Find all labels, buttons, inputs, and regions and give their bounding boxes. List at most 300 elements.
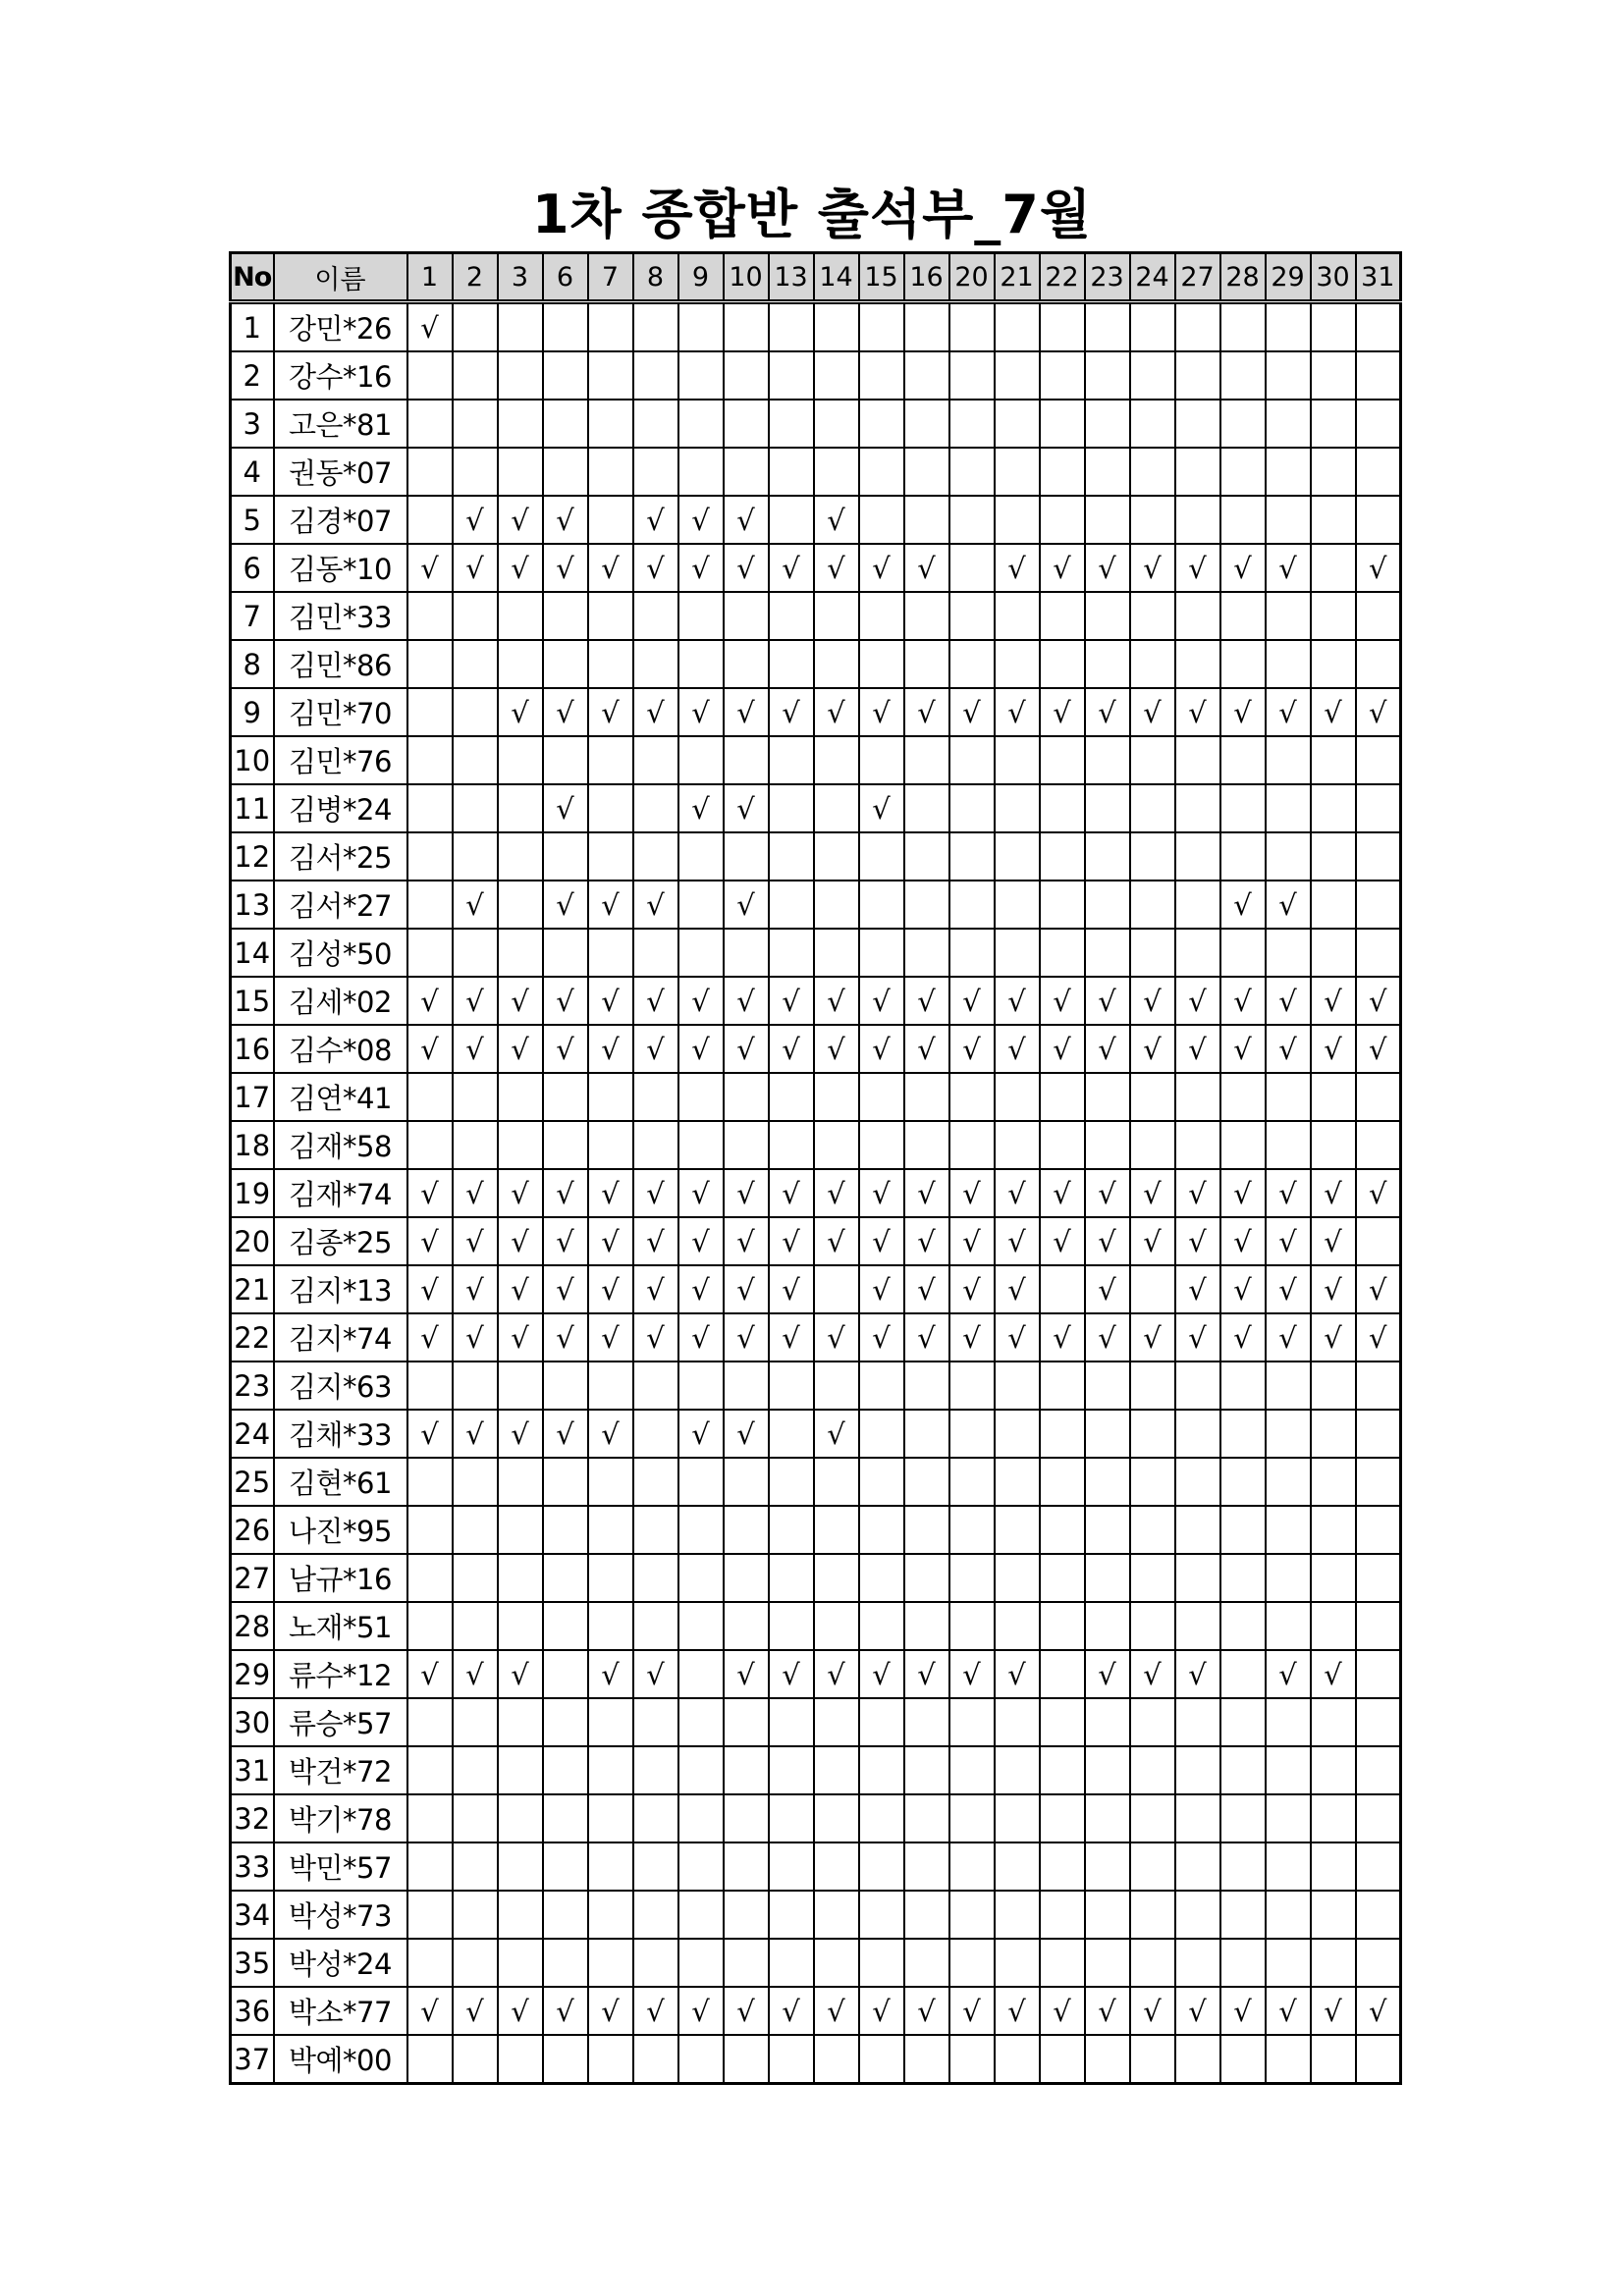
student-name: 김수*08	[274, 1025, 407, 1073]
attendance-cell	[769, 1506, 814, 1554]
attendance-cell	[1040, 929, 1085, 977]
attendance-cell	[588, 1698, 633, 1746]
student-name: 강수*16	[274, 351, 407, 400]
attendance-cell: √	[588, 544, 633, 592]
attendance-cell	[1130, 1265, 1175, 1313]
student-name: 김지*13	[274, 1265, 407, 1313]
attendance-cell	[543, 2035, 588, 2084]
attendance-cell	[453, 688, 498, 736]
attendance-cell	[814, 929, 859, 977]
attendance-cell	[633, 302, 678, 352]
attendance-cell: √	[453, 496, 498, 544]
attendance-cell	[859, 1121, 904, 1169]
attendance-cell	[453, 832, 498, 881]
header-day-16: 16	[904, 253, 949, 302]
attendance-cell	[498, 592, 543, 640]
attendance-cell: √	[1266, 1217, 1311, 1265]
attendance-cell: √	[543, 977, 588, 1025]
attendance-cell	[995, 1362, 1040, 1410]
attendance-cell: √	[769, 1650, 814, 1698]
header-row	[231, 253, 1401, 302]
attendance-cell	[769, 1746, 814, 1794]
attendance-cell	[769, 1458, 814, 1506]
attendance-cell: √	[949, 1025, 995, 1073]
attendance-cell	[1040, 832, 1085, 881]
row-number: 31	[231, 1746, 274, 1794]
attendance-cell	[1175, 1602, 1220, 1650]
attendance-cell	[1220, 1602, 1266, 1650]
attendance-cell	[769, 351, 814, 400]
attendance-cell	[1085, 1939, 1130, 1987]
attendance-cell: √	[724, 1025, 769, 1073]
attendance-cell	[1356, 302, 1401, 352]
header-day-27: 27	[1175, 253, 1220, 302]
attendance-cell	[1356, 448, 1401, 496]
attendance-cell: √	[633, 688, 678, 736]
attendance-cell	[407, 448, 453, 496]
attendance-cell	[904, 1362, 949, 1410]
student-name: 김동*10	[274, 544, 407, 592]
attendance-cell	[407, 1602, 453, 1650]
attendance-cell	[1266, 1794, 1311, 1842]
attendance-cell	[678, 400, 724, 448]
row-number: 18	[231, 1121, 274, 1169]
attendance-cell	[995, 351, 1040, 400]
attendance-cell	[814, 1939, 859, 1987]
attendance-cell	[453, 640, 498, 688]
attendance-cell	[407, 881, 453, 929]
attendance-cell	[1130, 592, 1175, 640]
attendance-cell	[1130, 1891, 1175, 1939]
attendance-cell	[498, 400, 543, 448]
attendance-cell: √	[1175, 1265, 1220, 1313]
attendance-cell	[678, 448, 724, 496]
attendance-cell	[453, 929, 498, 977]
attendance-cell: √	[1085, 1169, 1130, 1217]
table-row	[231, 448, 1401, 496]
attendance-cell	[1311, 640, 1356, 688]
attendance-cell: √	[1356, 1313, 1401, 1362]
attendance-cell	[1311, 400, 1356, 448]
attendance-cell	[949, 1410, 995, 1458]
attendance-cell	[498, 1506, 543, 1554]
attendance-cell: √	[1356, 1025, 1401, 1073]
attendance-cell	[724, 302, 769, 352]
attendance-cell	[1220, 1746, 1266, 1794]
attendance-cell	[1130, 496, 1175, 544]
attendance-cell	[543, 1939, 588, 1987]
attendance-cell	[814, 1602, 859, 1650]
attendance-cell	[678, 1121, 724, 1169]
attendance-cell	[769, 1794, 814, 1842]
attendance-cell	[995, 1410, 1040, 1458]
attendance-cell	[904, 302, 949, 352]
attendance-cell	[1040, 1265, 1085, 1313]
attendance-cell	[543, 400, 588, 448]
attendance-cell	[769, 1073, 814, 1121]
attendance-cell	[1356, 592, 1401, 640]
table-row	[231, 496, 1401, 544]
attendance-cell	[1040, 1891, 1085, 1939]
table-row	[231, 1554, 1401, 1602]
attendance-cell	[543, 1746, 588, 1794]
attendance-cell: √	[588, 1650, 633, 1698]
attendance-cell	[1175, 881, 1220, 929]
attendance-cell: √	[633, 544, 678, 592]
attendance-cell	[588, 1506, 633, 1554]
header-day-24: 24	[1130, 253, 1175, 302]
row-number: 2	[231, 351, 274, 400]
attendance-cell	[633, 1891, 678, 1939]
attendance-cell	[453, 1602, 498, 1650]
attendance-cell	[814, 1121, 859, 1169]
attendance-cell	[543, 592, 588, 640]
attendance-cell	[995, 1891, 1040, 1939]
attendance-cell: √	[995, 1217, 1040, 1265]
attendance-cell	[543, 736, 588, 784]
attendance-cell	[453, 302, 498, 352]
student-name: 류승*57	[274, 1698, 407, 1746]
table-row	[231, 1458, 1401, 1506]
attendance-cell: √	[1311, 977, 1356, 1025]
row-number: 34	[231, 1891, 274, 1939]
attendance-cell	[1085, 929, 1130, 977]
attendance-cell: √	[1266, 1169, 1311, 1217]
row-number: 14	[231, 929, 274, 977]
attendance-cell	[1311, 784, 1356, 832]
attendance-cell: √	[1356, 1169, 1401, 1217]
attendance-cell: √	[633, 1265, 678, 1313]
header-day-22: 22	[1040, 253, 1085, 302]
attendance-cell: √	[498, 688, 543, 736]
attendance-cell: √	[1130, 1987, 1175, 2035]
attendance-cell	[1130, 881, 1175, 929]
attendance-cell	[1266, 1842, 1311, 1891]
attendance-cell	[498, 302, 543, 352]
attendance-cell: √	[453, 881, 498, 929]
attendance-cell	[1220, 1121, 1266, 1169]
attendance-cell	[453, 1891, 498, 1939]
header-no: No	[231, 253, 274, 302]
attendance-cell	[995, 1602, 1040, 1650]
attendance-cell	[633, 1746, 678, 1794]
attendance-cell	[1085, 1794, 1130, 1842]
attendance-cell	[407, 1698, 453, 1746]
attendance-cell	[724, 1458, 769, 1506]
attendance-cell	[995, 1458, 1040, 1506]
attendance-cell	[859, 400, 904, 448]
attendance-cell	[633, 1602, 678, 1650]
attendance-cell: √	[543, 544, 588, 592]
attendance-cell	[949, 1554, 995, 1602]
attendance-cell	[769, 929, 814, 977]
student-name: 박건*72	[274, 1746, 407, 1794]
attendance-cell	[814, 400, 859, 448]
attendance-cell	[453, 351, 498, 400]
attendance-cell	[1266, 496, 1311, 544]
attendance-cell	[859, 1602, 904, 1650]
attendance-cell	[1311, 1554, 1356, 1602]
attendance-cell	[1311, 351, 1356, 400]
attendance-cell	[1266, 1698, 1311, 1746]
attendance-cell	[1085, 400, 1130, 448]
student-name: 김지*74	[274, 1313, 407, 1362]
attendance-cell	[1356, 1746, 1401, 1794]
attendance-cell	[1220, 1362, 1266, 1410]
attendance-cell	[904, 1554, 949, 1602]
attendance-cell	[1311, 1121, 1356, 1169]
attendance-cell	[769, 1362, 814, 1410]
attendance-cell: √	[1130, 1313, 1175, 1362]
attendance-cell	[1356, 1506, 1401, 1554]
header-day-28: 28	[1220, 253, 1266, 302]
attendance-cell: √	[724, 1650, 769, 1698]
attendance-cell	[724, 1554, 769, 1602]
student-name: 남규*16	[274, 1554, 407, 1602]
row-number: 30	[231, 1698, 274, 1746]
attendance-cell: √	[633, 1025, 678, 1073]
attendance-cell	[1266, 929, 1311, 977]
attendance-cell	[1266, 1458, 1311, 1506]
attendance-cell	[1130, 784, 1175, 832]
attendance-cell: √	[1311, 688, 1356, 736]
attendance-cell: √	[407, 1410, 453, 1458]
attendance-cell: √	[453, 1169, 498, 1217]
attendance-cell	[633, 1458, 678, 1506]
attendance-cell	[1220, 1891, 1266, 1939]
attendance-cell: √	[678, 544, 724, 592]
attendance-cell: √	[1311, 1265, 1356, 1313]
attendance-cell	[678, 736, 724, 784]
attendance-cell	[498, 929, 543, 977]
row-number: 37	[231, 2035, 274, 2084]
attendance-cell	[588, 1842, 633, 1891]
attendance-cell	[1040, 1698, 1085, 1746]
attendance-cell	[1266, 1746, 1311, 1794]
attendance-cell	[724, 1362, 769, 1410]
attendance-cell	[543, 1121, 588, 1169]
attendance-cell	[769, 496, 814, 544]
attendance-cell: √	[769, 1987, 814, 2035]
attendance-cell: √	[543, 1313, 588, 1362]
attendance-cell: √	[1040, 977, 1085, 1025]
attendance-cell	[1130, 1121, 1175, 1169]
attendance-cell	[724, 1506, 769, 1554]
attendance-cell	[1266, 1939, 1311, 1987]
attendance-cell: √	[904, 1025, 949, 1073]
attendance-cell	[453, 1939, 498, 1987]
attendance-cell	[588, 929, 633, 977]
attendance-cell: √	[498, 1169, 543, 1217]
attendance-cell	[407, 688, 453, 736]
attendance-cell	[1266, 1121, 1311, 1169]
attendance-cell: √	[1266, 544, 1311, 592]
row-number: 1	[231, 302, 274, 352]
attendance-cell	[1130, 2035, 1175, 2084]
attendance-cell	[498, 1842, 543, 1891]
attendance-cell	[1266, 592, 1311, 640]
attendance-cell	[995, 302, 1040, 352]
attendance-cell	[1175, 1939, 1220, 1987]
attendance-cell: √	[407, 977, 453, 1025]
attendance-cell: √	[1356, 544, 1401, 592]
row-number: 35	[231, 1939, 274, 1987]
attendance-cell	[633, 1939, 678, 1987]
attendance-cell: √	[904, 688, 949, 736]
attendance-cell	[1085, 1506, 1130, 1554]
attendance-cell	[1175, 1073, 1220, 1121]
attendance-cell	[814, 784, 859, 832]
attendance-cell	[1040, 1939, 1085, 1987]
attendance-cell	[859, 929, 904, 977]
table-row	[231, 929, 1401, 977]
attendance-cell	[904, 351, 949, 400]
page-title: 1차 종합반 출석부_7월	[531, 184, 1093, 245]
attendance-cell	[407, 1842, 453, 1891]
attendance-cell	[904, 1746, 949, 1794]
attendance-cell	[1130, 1458, 1175, 1506]
attendance-cell: √	[859, 1025, 904, 1073]
attendance-cell: √	[1040, 1169, 1085, 1217]
attendance-cell	[1085, 1698, 1130, 1746]
attendance-cell	[543, 1891, 588, 1939]
attendance-cell	[407, 640, 453, 688]
attendance-cell	[453, 1073, 498, 1121]
attendance-cell	[769, 400, 814, 448]
attendance-cell	[859, 1842, 904, 1891]
attendance-cell	[1311, 2035, 1356, 2084]
attendance-cell: √	[588, 1313, 633, 1362]
attendance-cell	[769, 784, 814, 832]
attendance-cell	[1130, 736, 1175, 784]
attendance-cell: √	[543, 881, 588, 929]
attendance-cell: √	[859, 1987, 904, 2035]
attendance-cell: √	[678, 784, 724, 832]
attendance-cell: √	[1130, 1169, 1175, 1217]
attendance-cell	[543, 640, 588, 688]
attendance-cell: √	[859, 977, 904, 1025]
student-name: 김민*70	[274, 688, 407, 736]
attendance-cell	[543, 832, 588, 881]
attendance-cell: √	[633, 1217, 678, 1265]
student-name: 김채*33	[274, 1410, 407, 1458]
table-row	[231, 1987, 1401, 2035]
attendance-cell: √	[498, 1217, 543, 1265]
attendance-cell: √	[859, 1313, 904, 1362]
attendance-cell	[1266, 1073, 1311, 1121]
attendance-cell	[588, 1602, 633, 1650]
attendance-cell: √	[1175, 1217, 1220, 1265]
attendance-cell: √	[453, 1025, 498, 1073]
attendance-cell	[814, 592, 859, 640]
attendance-cell	[1040, 1602, 1085, 1650]
attendance-cell: √	[588, 1169, 633, 1217]
attendance-cell	[1130, 302, 1175, 352]
header-day-3: 3	[498, 253, 543, 302]
attendance-cell: √	[724, 688, 769, 736]
attendance-cell	[1040, 302, 1085, 352]
table-row	[231, 640, 1401, 688]
attendance-cell	[1220, 1698, 1266, 1746]
attendance-cell	[724, 1698, 769, 1746]
attendance-cell	[995, 1554, 1040, 1602]
attendance-cell	[1085, 2035, 1130, 2084]
attendance-cell	[498, 1073, 543, 1121]
attendance-cell	[1266, 351, 1311, 400]
student-name: 노재*51	[274, 1602, 407, 1650]
attendance-cell	[678, 2035, 724, 2084]
attendance-cell: √	[588, 977, 633, 1025]
attendance-cell	[769, 1410, 814, 1458]
attendance-cell	[904, 1602, 949, 1650]
attendance-cell: √	[1311, 1987, 1356, 2035]
attendance-cell	[1040, 1794, 1085, 1842]
attendance-cell: √	[1175, 1025, 1220, 1073]
attendance-cell	[814, 736, 859, 784]
attendance-cell: √	[1175, 1313, 1220, 1362]
attendance-cell	[498, 1891, 543, 1939]
attendance-cell: √	[543, 1265, 588, 1313]
attendance-cell	[1266, 1891, 1311, 1939]
attendance-cell: √	[633, 496, 678, 544]
attendance-cell	[1311, 736, 1356, 784]
attendance-cell	[588, 784, 633, 832]
attendance-cell	[678, 1939, 724, 1987]
attendance-cell	[904, 640, 949, 688]
attendance-cell	[1130, 640, 1175, 688]
row-number: 28	[231, 1602, 274, 1650]
attendance-cell	[1085, 302, 1130, 352]
attendance-cell: √	[1085, 1025, 1130, 1073]
attendance-cell	[1356, 1842, 1401, 1891]
attendance-cell: √	[724, 1313, 769, 1362]
attendance-cell	[1356, 784, 1401, 832]
student-name: 김병*24	[274, 784, 407, 832]
attendance-cell: √	[904, 1650, 949, 1698]
attendance-cell	[769, 302, 814, 352]
attendance-cell	[1085, 496, 1130, 544]
attendance-cell	[588, 496, 633, 544]
attendance-cell	[1085, 1410, 1130, 1458]
attendance-cell	[1130, 1506, 1175, 1554]
attendance-cell	[1266, 640, 1311, 688]
attendance-cell	[588, 1121, 633, 1169]
attendance-cell	[859, 1554, 904, 1602]
attendance-cell: √	[995, 1987, 1040, 2035]
attendance-cell	[1175, 2035, 1220, 2084]
attendance-cell	[1175, 832, 1220, 881]
attendance-cell: √	[588, 881, 633, 929]
attendance-cell	[588, 351, 633, 400]
student-name: 김재*74	[274, 1169, 407, 1217]
attendance-cell	[633, 1698, 678, 1746]
attendance-cell	[949, 400, 995, 448]
attendance-cell	[859, 1939, 904, 1987]
student-name: 김서*25	[274, 832, 407, 881]
attendance-cell: √	[904, 544, 949, 592]
attendance-cell	[678, 881, 724, 929]
attendance-cell	[588, 1939, 633, 1987]
attendance-cell: √	[588, 1410, 633, 1458]
attendance-cell	[904, 1073, 949, 1121]
attendance-cell	[1311, 544, 1356, 592]
attendance-cell: √	[453, 1265, 498, 1313]
attendance-cell: √	[1085, 977, 1130, 1025]
attendance-cell	[1040, 592, 1085, 640]
attendance-cell	[1356, 1410, 1401, 1458]
attendance-cell	[1175, 640, 1220, 688]
attendance-cell	[407, 2035, 453, 2084]
